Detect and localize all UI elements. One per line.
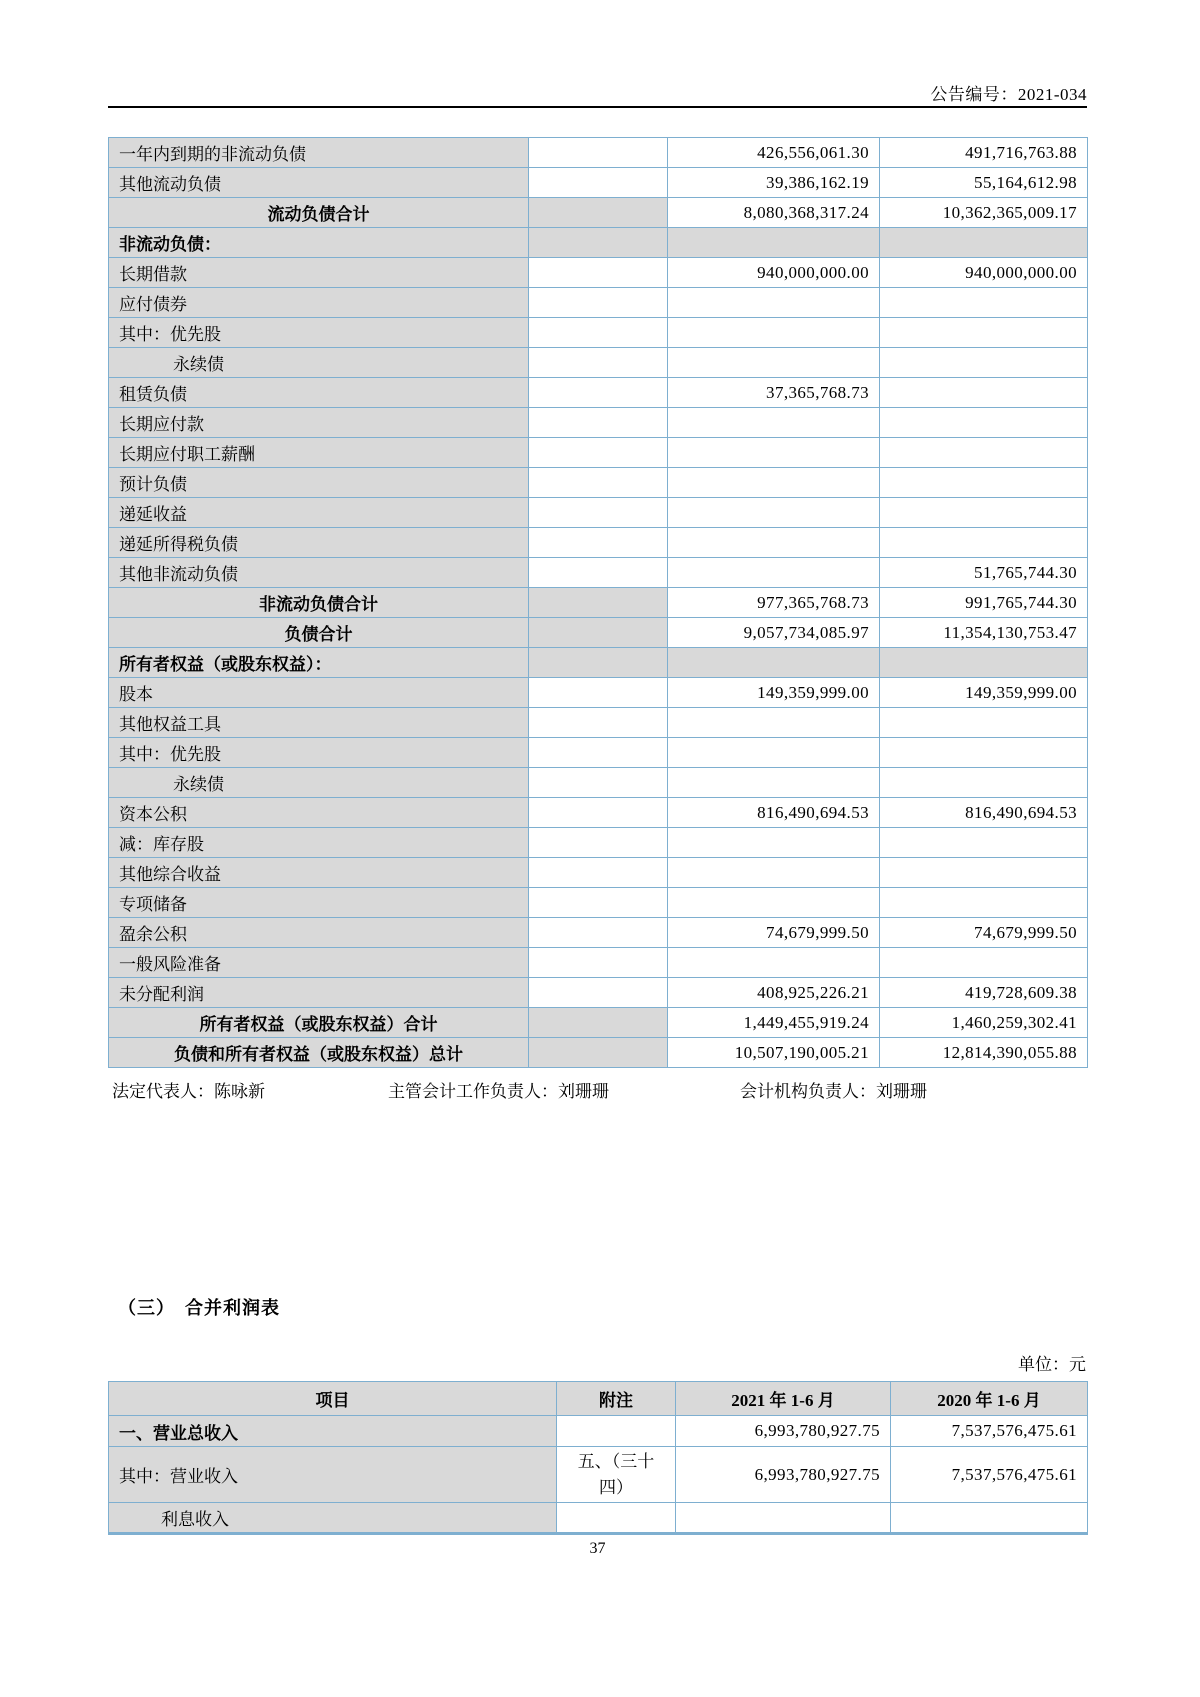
value-2021-cell — [668, 498, 880, 528]
header-rule — [108, 106, 1087, 108]
note-cell — [529, 768, 668, 798]
table-header-row — [109, 1382, 1088, 1416]
row-label-cell: 非流动负债： — [109, 228, 529, 258]
row-label-cell: 长期借款 — [109, 258, 529, 288]
table-row — [109, 918, 1088, 948]
value-2020-cell — [880, 438, 1088, 468]
row-label-cell: 专项储备 — [109, 888, 529, 918]
table-row — [109, 978, 1088, 1008]
row-label-cell: 长期应付款 — [109, 408, 529, 438]
note-cell — [529, 438, 668, 468]
row-label-cell: 长期应付职工薪酬 — [109, 438, 529, 468]
value-2020-cell — [880, 768, 1088, 798]
note-cell — [529, 528, 668, 558]
value-2021-cell: 816,490,694.53 — [668, 798, 880, 828]
value-2020-cell — [880, 228, 1088, 258]
row-label-cell: 负债合计 — [109, 618, 529, 648]
value-2021-cell: 977,365,768.73 — [668, 588, 880, 618]
balance-sheet-table — [108, 137, 1088, 1068]
table-row — [109, 798, 1088, 828]
table-row — [109, 258, 1088, 288]
table-row — [109, 558, 1088, 588]
row-label-cell: 非流动负债合计 — [109, 588, 529, 618]
value-2021-cell — [668, 858, 880, 888]
table-row — [109, 1008, 1088, 1038]
note-cell — [529, 708, 668, 738]
value-2021-cell — [668, 828, 880, 858]
note-cell — [557, 1503, 676, 1534]
value-2020-cell — [880, 648, 1088, 678]
row-label-cell: 流动负债合计 — [109, 198, 529, 228]
table-row — [109, 378, 1088, 408]
note-cell — [529, 918, 668, 948]
value-2020-cell — [880, 378, 1088, 408]
value-2021-cell — [668, 318, 880, 348]
table-row — [109, 408, 1088, 438]
value-2020-cell: 10,362,365,009.17 — [880, 198, 1088, 228]
value-2021-cell: 9,057,734,085.97 — [668, 618, 880, 648]
value-2020-cell — [880, 468, 1088, 498]
row-label-cell: 负债和所有者权益（或股东权益）总计 — [109, 1038, 529, 1068]
value-2020-cell — [880, 498, 1088, 528]
table-row — [109, 678, 1088, 708]
value-2020-cell — [880, 288, 1088, 318]
value-2021-cell: 408,925,226.21 — [668, 978, 880, 1008]
value-2021-cell: 6,993,780,927.75 — [676, 1447, 891, 1503]
table-row — [109, 528, 1088, 558]
value-2020-cell: 7,537,576,475.61 — [891, 1416, 1088, 1447]
col-header-2021: 2021 年 1-6 月 — [676, 1382, 891, 1416]
note-cell — [557, 1416, 676, 1447]
value-2021-cell: 940,000,000.00 — [668, 258, 880, 288]
table-row — [109, 888, 1088, 918]
page-number: 37 — [589, 1540, 606, 1557]
value-2020-cell: 74,679,999.50 — [880, 918, 1088, 948]
value-2021-cell — [668, 738, 880, 768]
value-2020-cell: 11,354,130,753.47 — [880, 618, 1088, 648]
row-label-cell: 股本 — [109, 678, 529, 708]
table-row — [109, 1503, 1088, 1534]
note-cell — [529, 168, 668, 198]
notice-number: 公告编号：2021-034 — [930, 85, 1087, 104]
note-cell — [529, 198, 668, 228]
value-2021-cell — [668, 348, 880, 378]
row-label-cell: 其中：优先股 — [109, 318, 529, 348]
row-label-cell: 所有者权益（或股东权益）： — [109, 648, 529, 678]
table-row — [109, 588, 1088, 618]
value-2020-cell: 1,460,259,302.41 — [880, 1008, 1088, 1038]
table-row — [109, 618, 1088, 648]
table-row — [109, 318, 1088, 348]
row-label-cell: 应付债券 — [109, 288, 529, 318]
row-label-cell: 永续债 — [109, 768, 529, 798]
row-label-cell: 预计负债 — [109, 468, 529, 498]
value-2021-cell — [668, 468, 880, 498]
table-row — [109, 1038, 1088, 1068]
table-row — [109, 138, 1088, 168]
section-title: （三） 合并利润表 — [118, 1298, 280, 1318]
col-header-note: 附注 — [557, 1382, 676, 1416]
row-label-cell: 利息收入 — [109, 1503, 557, 1534]
legal-representative: 法定代表人：陈咏新 — [112, 1082, 265, 1101]
row-label-cell: 其他综合收益 — [109, 858, 529, 888]
note-cell — [529, 888, 668, 918]
value-2020-cell: 7,537,576,475.61 — [891, 1447, 1088, 1503]
value-2021-cell: 426,556,061.30 — [668, 138, 880, 168]
note-cell — [529, 678, 668, 708]
note-cell — [529, 618, 668, 648]
value-2021-cell — [668, 288, 880, 318]
value-2021-cell — [668, 948, 880, 978]
row-label-cell: 一般风险准备 — [109, 948, 529, 978]
note-cell — [529, 498, 668, 528]
value-2020-cell — [891, 1503, 1088, 1534]
row-label-cell: 租赁负债 — [109, 378, 529, 408]
table-row — [109, 738, 1088, 768]
value-2020-cell — [880, 318, 1088, 348]
note-cell — [529, 1038, 668, 1068]
note-cell — [529, 408, 668, 438]
value-2020-cell: 419,728,609.38 — [880, 978, 1088, 1008]
table-row — [109, 168, 1088, 198]
note-cell: 五、（三十四） — [557, 1447, 676, 1503]
row-label-cell: 盈余公积 — [109, 918, 529, 948]
value-2021-cell — [668, 648, 880, 678]
table-row — [109, 198, 1088, 228]
value-2020-cell — [880, 828, 1088, 858]
value-2021-cell: 149,359,999.00 — [668, 678, 880, 708]
row-label-cell: 其他非流动负债 — [109, 558, 529, 588]
row-label-cell: 递延所得税负债 — [109, 528, 529, 558]
accounting-head: 会计机构负责人：刘珊珊 — [740, 1082, 927, 1101]
table-row — [109, 1416, 1088, 1447]
table-row — [109, 948, 1088, 978]
value-2020-cell: 991,765,744.30 — [880, 588, 1088, 618]
value-2020-cell — [880, 888, 1088, 918]
note-cell — [529, 558, 668, 588]
row-label-cell: 其中：优先股 — [109, 738, 529, 768]
value-2021-cell — [676, 1503, 891, 1534]
value-2021-cell: 8,080,368,317.24 — [668, 198, 880, 228]
note-cell — [529, 798, 668, 828]
value-2021-cell — [668, 768, 880, 798]
note-cell — [529, 348, 668, 378]
table-row — [109, 768, 1088, 798]
value-2020-cell — [880, 528, 1088, 558]
col-header-item: 项目 — [109, 1382, 557, 1416]
value-2021-cell — [668, 558, 880, 588]
table-row — [109, 228, 1088, 258]
note-cell — [529, 1008, 668, 1038]
row-label-cell: 一年内到期的非流动负债 — [109, 138, 529, 168]
table-row — [109, 348, 1088, 378]
row-label-cell: 资本公积 — [109, 798, 529, 828]
value-2021-cell — [668, 708, 880, 738]
table-row — [109, 1447, 1088, 1503]
table-row — [109, 438, 1088, 468]
unit-label: 单位：元 — [1018, 1355, 1086, 1374]
note-cell — [529, 738, 668, 768]
col-header-2020: 2020 年 1-6 月 — [891, 1382, 1088, 1416]
note-cell — [529, 258, 668, 288]
table-row — [109, 498, 1088, 528]
note-cell — [529, 228, 668, 258]
value-2021-cell — [668, 408, 880, 438]
value-2020-cell: 149,359,999.00 — [880, 678, 1088, 708]
note-cell — [529, 648, 668, 678]
table-row — [109, 648, 1088, 678]
note-cell — [529, 978, 668, 1008]
value-2021-cell: 10,507,190,005.21 — [668, 1038, 880, 1068]
value-2020-cell: 51,765,744.30 — [880, 558, 1088, 588]
value-2020-cell — [880, 738, 1088, 768]
table-row — [109, 468, 1088, 498]
value-2020-cell: 12,814,390,055.88 — [880, 1038, 1088, 1068]
note-cell — [529, 858, 668, 888]
note-cell — [529, 828, 668, 858]
income-statement-table — [108, 1381, 1088, 1535]
row-label-cell: 其他权益工具 — [109, 708, 529, 738]
value-2020-cell — [880, 348, 1088, 378]
value-2020-cell: 940,000,000.00 — [880, 258, 1088, 288]
table-row — [109, 288, 1088, 318]
table-row — [109, 708, 1088, 738]
row-label-cell: 所有者权益（或股东权益）合计 — [109, 1008, 529, 1038]
table-row — [109, 858, 1088, 888]
row-label-cell: 永续债 — [109, 348, 529, 378]
table-row — [109, 828, 1088, 858]
row-label-cell: 其他流动负债 — [109, 168, 529, 198]
value-2021-cell: 39,386,162.19 — [668, 168, 880, 198]
note-cell — [529, 948, 668, 978]
value-2020-cell — [880, 948, 1088, 978]
value-2021-cell — [668, 888, 880, 918]
value-2020-cell: 816,490,694.53 — [880, 798, 1088, 828]
value-2020-cell: 491,716,763.88 — [880, 138, 1088, 168]
chief-accountant: 主管会计工作负责人：刘珊珊 — [388, 1082, 609, 1101]
value-2021-cell: 74,679,999.50 — [668, 918, 880, 948]
row-label-cell: 其中：营业收入 — [109, 1447, 557, 1503]
value-2021-cell — [668, 228, 880, 258]
value-2021-cell: 37,365,768.73 — [668, 378, 880, 408]
note-cell — [529, 318, 668, 348]
signature-line — [112, 1077, 1087, 1102]
note-cell — [529, 468, 668, 498]
value-2020-cell: 55,164,612.98 — [880, 168, 1088, 198]
row-label-cell: 一、营业总收入 — [109, 1416, 557, 1447]
value-2021-cell — [668, 438, 880, 468]
value-2021-cell: 1,449,455,919.24 — [668, 1008, 880, 1038]
value-2020-cell — [880, 408, 1088, 438]
note-cell — [529, 288, 668, 318]
value-2021-cell: 6,993,780,927.75 — [676, 1416, 891, 1447]
note-cell — [529, 378, 668, 408]
row-label-cell: 未分配利润 — [109, 978, 529, 1008]
value-2020-cell — [880, 858, 1088, 888]
row-label-cell: 减：库存股 — [109, 828, 529, 858]
note-cell — [529, 588, 668, 618]
value-2021-cell — [668, 528, 880, 558]
note-cell — [529, 138, 668, 168]
row-label-cell: 递延收益 — [109, 498, 529, 528]
value-2020-cell — [880, 708, 1088, 738]
